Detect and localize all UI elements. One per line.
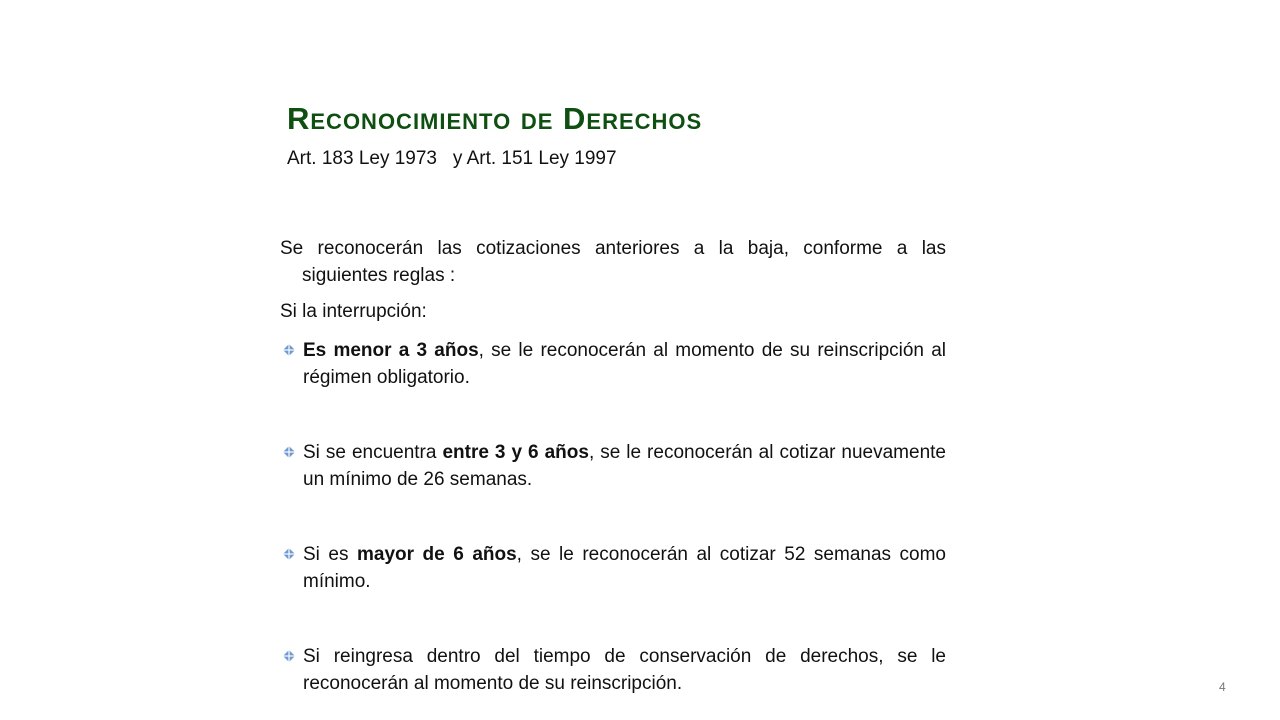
- bullet-text: , se le reconocerán al cotizar nuevamente un mínimo de 26 semanas.: [303, 442, 946, 490]
- slide-subtitle: Art. 183 Ley 1973 y Art. 151 Ley 1997: [287, 148, 617, 169]
- diamond-bullet-icon: [283, 650, 295, 662]
- slide-title: Reconocimiento de Derechos: [287, 101, 703, 136]
- bullet-text: , se le reconocerán al momento de su reinscripción al régimen obligatorio.: [303, 340, 946, 388]
- bullet-item: [280, 337, 946, 391]
- bullet-item: [280, 439, 946, 493]
- bullet-item: [280, 541, 946, 595]
- bullet-emphasis: entre 3 y 6 años: [442, 442, 589, 463]
- bullet-text: , se le reconocerán al cotizar 52 semanas como mínimo.: [303, 544, 946, 592]
- bullet-emphasis: mayor de 6 años: [357, 544, 517, 565]
- bullet-text: Si reingresa dentro del tiempo de conservación de derechos, se le reconocerán al momento de su reinscripción.: [303, 646, 946, 694]
- intro-paragraph: Se reconocerán las cotizaciones anteriores a la baja, conforme a las siguientes reglas :: [280, 238, 946, 286]
- diamond-bullet-icon: [283, 344, 295, 356]
- slide-body: [280, 235, 946, 697]
- diamond-bullet-icon: [283, 446, 295, 458]
- page-number: 4: [1219, 680, 1226, 694]
- condition-label: Si la interrupción:: [280, 301, 427, 322]
- bullet-text: Si es: [303, 544, 357, 565]
- bullet-emphasis: Es menor a 3 años: [303, 340, 479, 361]
- bullet-text: Si se encuentra: [303, 442, 443, 463]
- diamond-bullet-icon: [283, 548, 295, 560]
- bullet-item: [280, 643, 946, 697]
